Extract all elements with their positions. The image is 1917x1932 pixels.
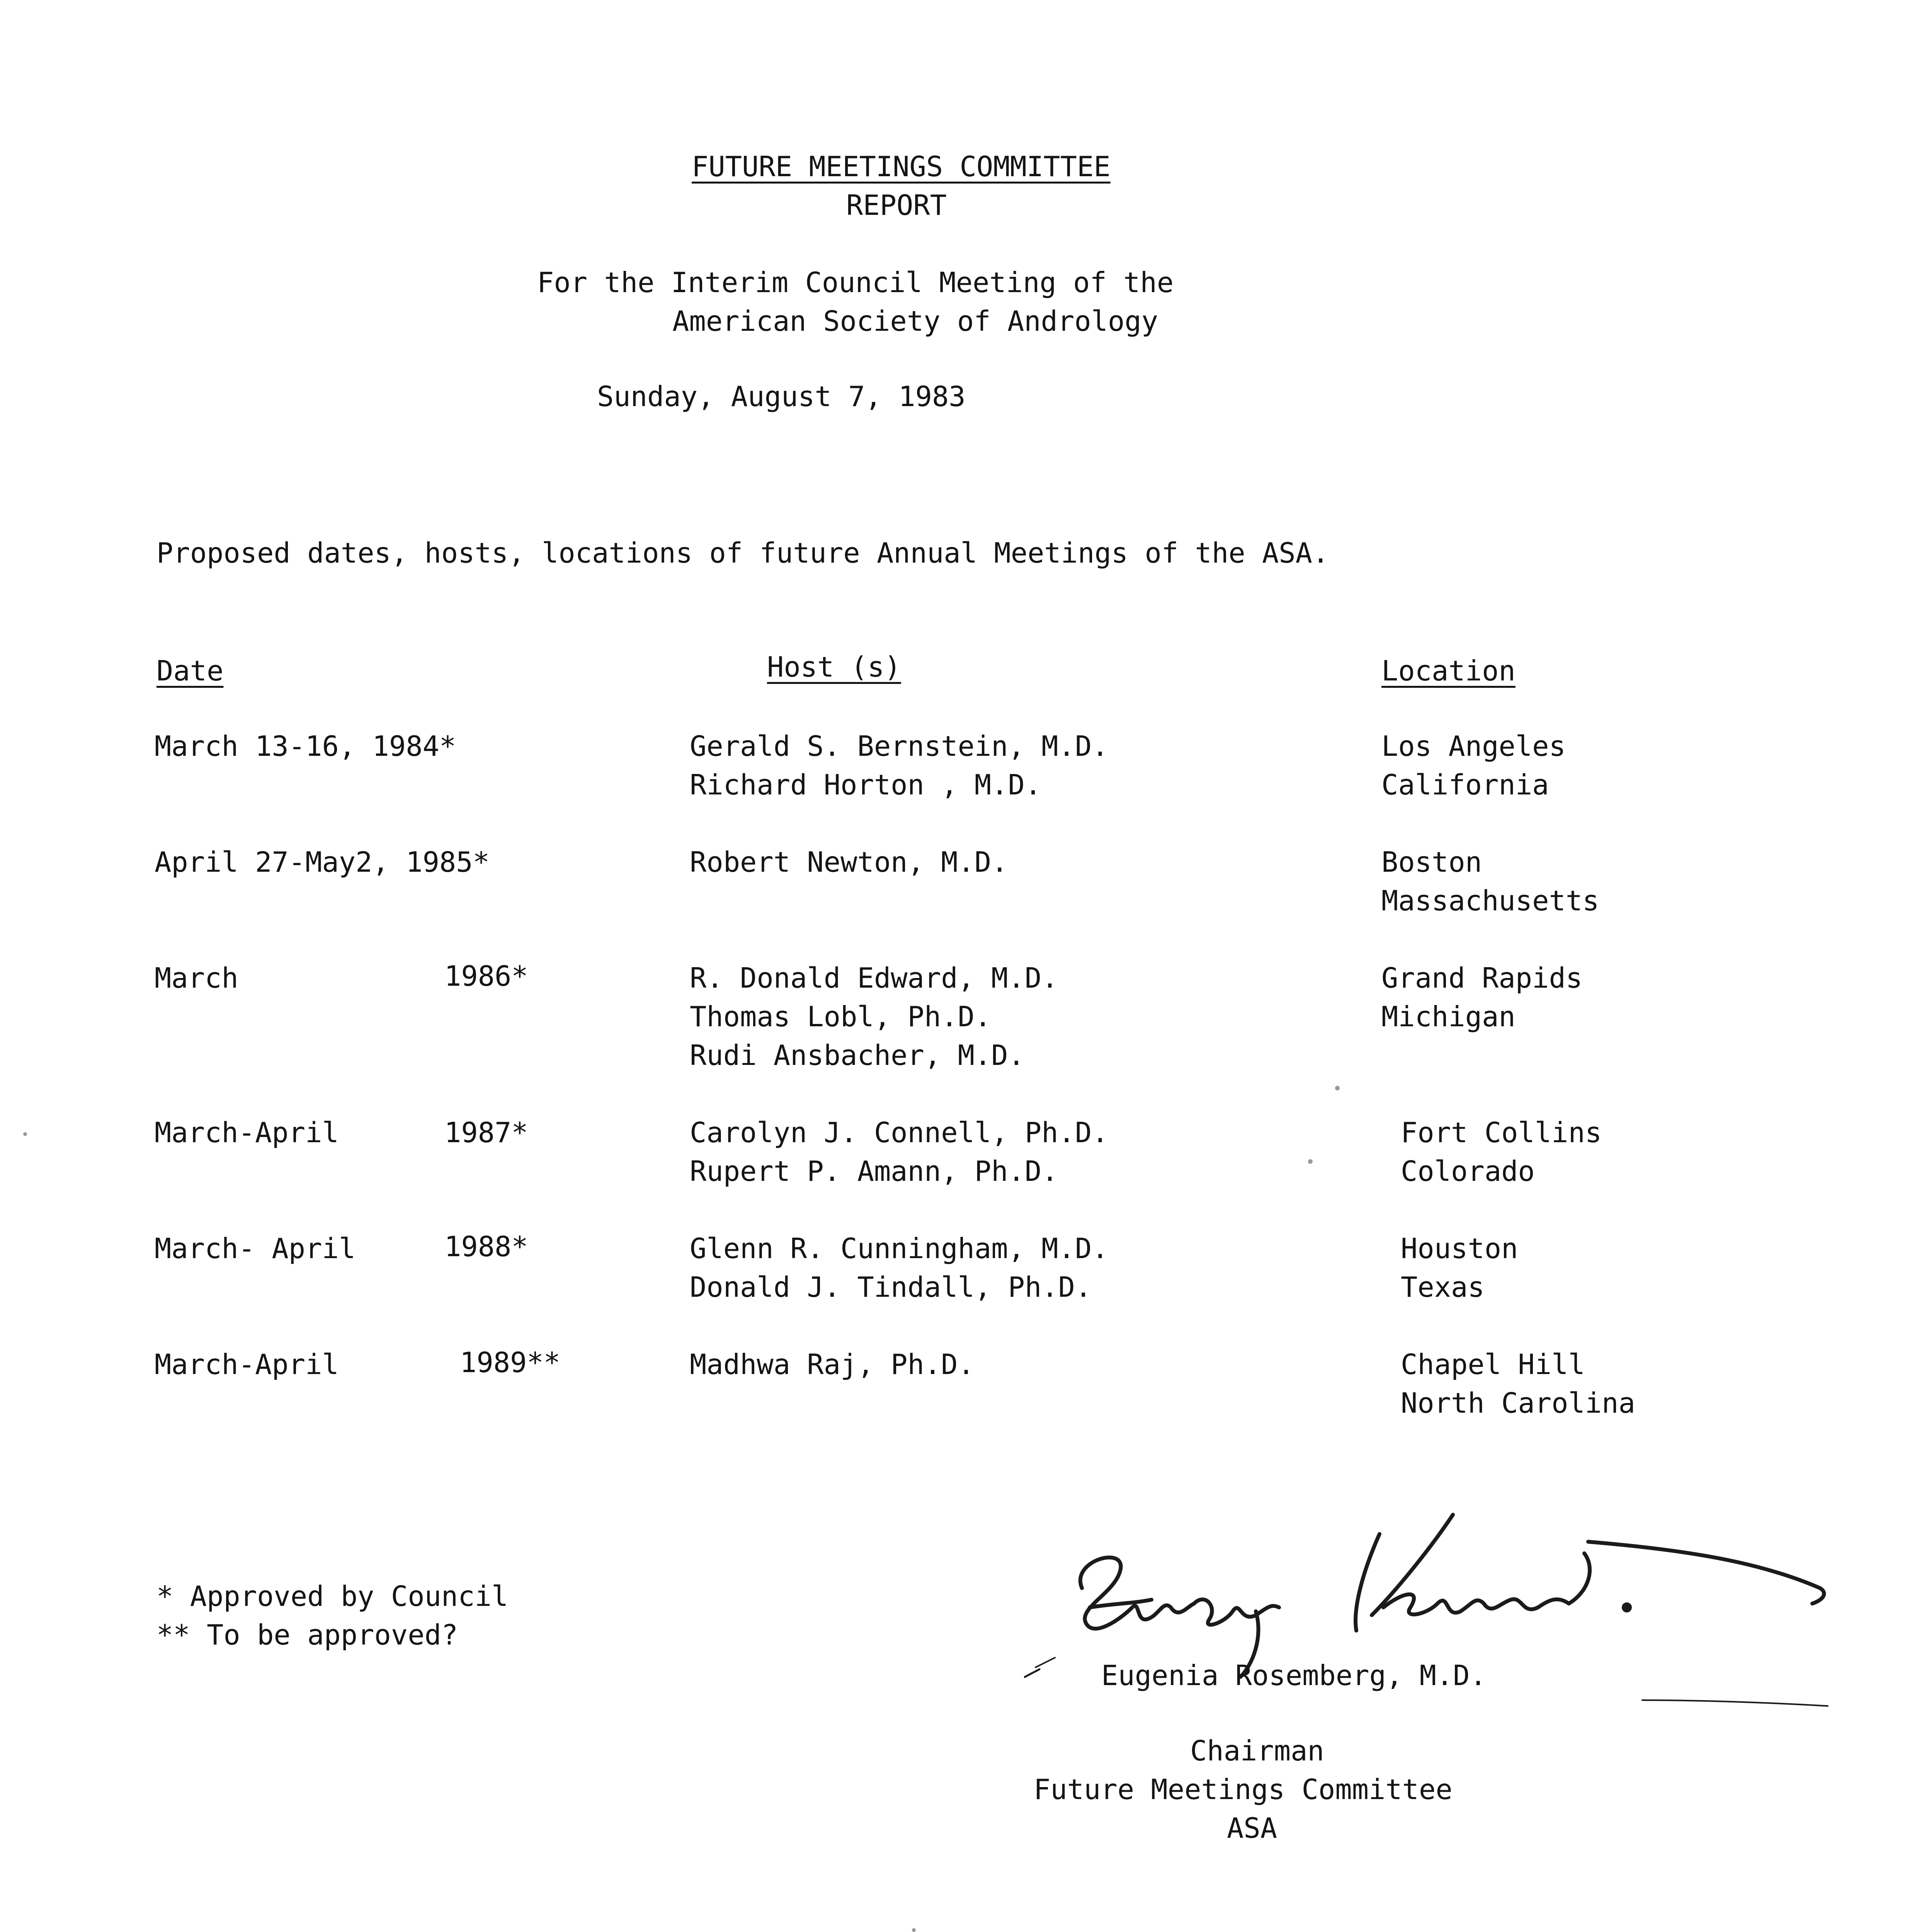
intro-text: Proposed dates, hosts, locations of future Annual Meetings of the ASA. [156,537,1329,569]
row-date: April 27-May2, 1985* [155,846,490,878]
header-line-2: American Society of Andrology [672,305,1158,337]
row-location-city: Los Angeles [1381,730,1566,762]
row-date-month: March [155,962,238,994]
footnote-approved: * Approved by Council [156,1580,509,1612]
row-host: Madhwa Raj, Ph.D. [690,1348,975,1381]
row-location-city: Fort Collins [1401,1116,1602,1149]
row-location-city: Chapel Hill [1401,1348,1585,1381]
meeting-date: Sunday, August 7, 1983 [597,380,966,413]
row-host: Rudi Ansbacher, M.D. [690,1039,1025,1071]
row-date-year: 1989** [460,1346,561,1379]
column-header-date: Date [156,655,224,687]
row-host: Carolyn J. Connell, Ph.D. [690,1116,1109,1149]
row-date-month: March-April [155,1348,339,1381]
header-line-1: For the Interim Council Meeting of the [537,266,1174,299]
row-location-city: Grand Rapids [1381,962,1583,994]
row-date-year: 1988* [444,1230,528,1263]
row-date-month: March- April [155,1232,356,1265]
row-location-city: Houston [1401,1232,1518,1265]
handwritten-signature [1024,1492,1874,1762]
document-title: FUTURE MEETINGS COMMITTEE [692,150,1111,183]
signatory-committee: Future Meetings Committee [1034,1773,1453,1806]
row-location-state: Michigan [1381,1000,1516,1033]
signatory-org: ASA [1227,1812,1277,1844]
row-host: R. Donald Edward, M.D. [690,962,1058,994]
row-host: Glenn R. Cunningham, M.D. [690,1232,1109,1265]
row-date: March 13-16, 1984* [155,730,456,762]
signatory-name: Eugenia Rosemberg, M.D. [1101,1659,1487,1692]
row-date-year: 1987* [444,1116,528,1149]
row-host: Donald J. Tindall, Ph.D. [690,1271,1092,1303]
row-host: Robert Newton, M.D. [690,846,1008,878]
column-header-location: Location [1381,655,1516,687]
scan-speck [1335,1086,1340,1090]
row-location-city: Boston [1381,846,1482,878]
row-host: Gerald S. Bernstein, M.D. [690,730,1109,762]
row-host: Thomas Lobl, Ph.D. [690,1000,992,1033]
row-location-state: Colorado [1401,1155,1535,1187]
row-location-state: California [1381,769,1549,801]
footnote-to-be-approved: ** To be approved? [156,1619,458,1651]
row-location-state: Texas [1401,1271,1485,1303]
row-host: Richard Horton , M.D. [690,769,1042,801]
scan-speck [1308,1159,1313,1164]
row-date-month: March-April [155,1116,339,1149]
row-location-state: Massachusetts [1381,884,1599,917]
scan-speck [912,1928,916,1932]
row-location-state: North Carolina [1401,1387,1635,1419]
row-host: Rupert P. Amann, Ph.D. [690,1155,1058,1187]
row-date-year: 1986* [444,960,528,992]
document-subtitle: REPORT [846,189,947,221]
column-header-host: Host (s) [767,651,901,683]
scan-speck [23,1132,27,1136]
signatory-title: Chairman [1190,1735,1324,1767]
